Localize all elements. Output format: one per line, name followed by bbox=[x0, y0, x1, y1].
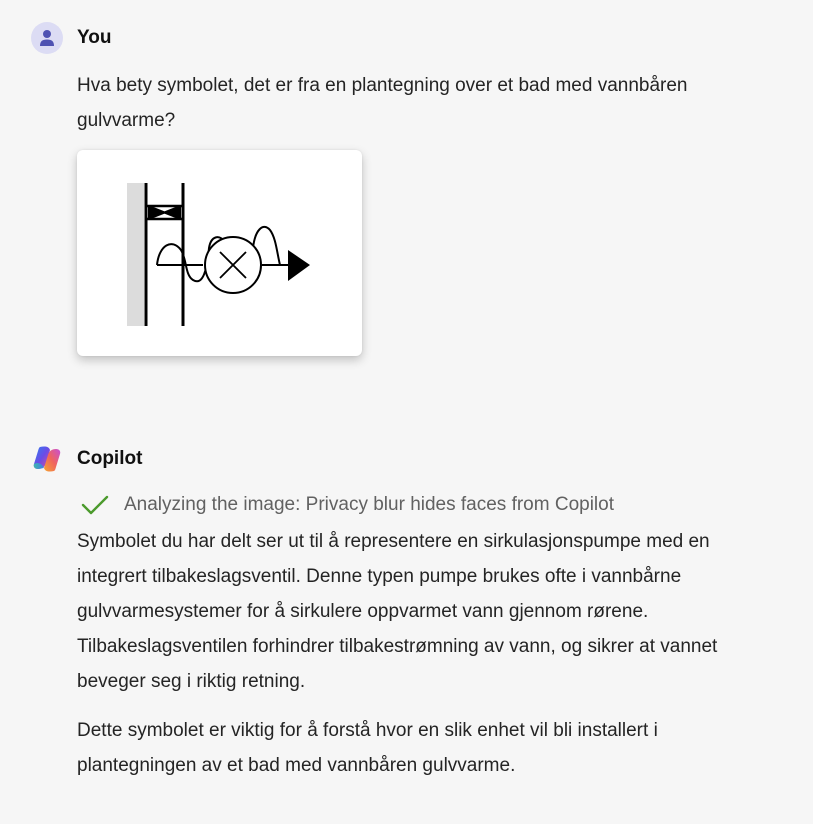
user-message-header bbox=[31, 22, 111, 54]
attached-image[interactable] bbox=[77, 150, 362, 356]
user-message-text: Hva bety symbolet, det er fra en plantegning over et bad med vannbåren gulvvarme? bbox=[77, 75, 688, 131]
analysis-status-text: Analyzing the image: Privacy blur hides faces from Copilot bbox=[124, 494, 615, 515]
person-icon bbox=[39, 29, 55, 47]
copilot-author-name: Copilot bbox=[77, 448, 143, 469]
user-avatar bbox=[31, 22, 63, 54]
copilot-paragraph-2: Dette symbolet er viktig for å forstå hvor en slik enhet vil bli installert i plantegningen av et bad med vannbåren gulvvarme. bbox=[77, 720, 658, 776]
copilot-avatar bbox=[31, 443, 63, 475]
copilot-logo-icon bbox=[31, 443, 63, 475]
copilot-message-header bbox=[31, 443, 142, 475]
circulation-pump-symbol-image bbox=[77, 150, 362, 356]
checkmark-icon bbox=[80, 490, 110, 520]
user-author-name: You bbox=[77, 27, 112, 48]
copilot-paragraph-1: Symbolet du har delt ser ut til å representere en sirkulasjonspumpe med en integrert tilbakeslagsventil. Denne typen pumpe brukes ofte i vannbårne gulvvarmesystemer for å sirkulere oppvarmet vann gjennom rørene. Tilbakeslagsventilen forhindrer tilbakestrømning av vann, og sikrer at vannet beveger seg i riktig retning. bbox=[77, 531, 718, 692]
analysis-status bbox=[80, 490, 614, 520]
